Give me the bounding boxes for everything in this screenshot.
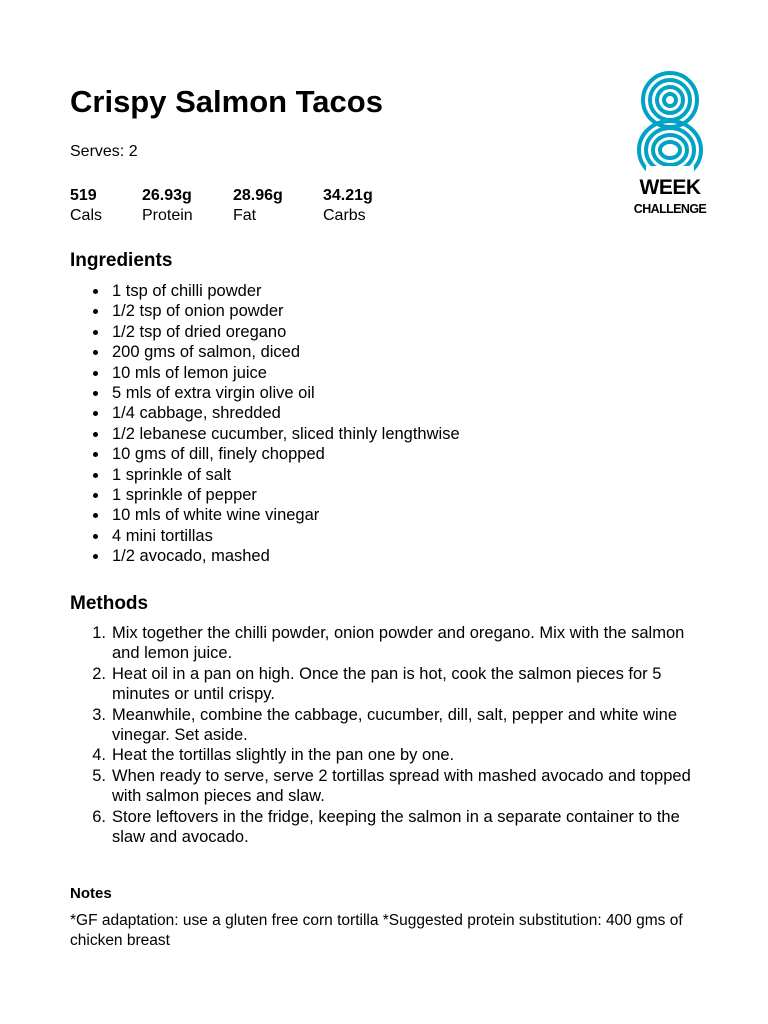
ingredient-item: 10 gms of dill, finely chopped [112,444,460,464]
macro-value: 26.93g [142,187,192,204]
notes-text: *GF adaptation: use a gluten free corn tortilla *Suggested protein substitution: 400 gms of chicken breast [70,912,683,949]
logo-week-text: WEEK [639,176,701,199]
notes-heading: Notes [70,885,112,902]
ingredient-item: 1/2 tsp of dried oregano [112,322,460,342]
macro-label: Protein [142,207,193,224]
macro-value: 519 [70,187,97,204]
macro-cals [70,186,142,226]
method-step [92,745,712,765]
macro-carbs [323,186,403,226]
ingredient-item: 10 mls of white wine vinegar [112,505,460,525]
step-text: When ready to serve, serve 2 tortillas spread with mashed avocado and topped with salmon pieces and slaw. [112,766,691,806]
step-number: 2. [92,664,106,683]
ingredients-heading: Ingredients [70,250,173,271]
method-step [92,664,712,705]
macro-fat [233,186,323,226]
logo-challenge-text: CHALLENGE [633,202,707,216]
ingredient-item: 1/2 tsp of onion powder [112,301,460,321]
ingredient-item: 1 sprinkle of pepper [112,485,460,505]
macro-value: 28.96g [233,187,283,204]
step-text: Mix together the chilli powder, onion powder and oregano. Mix with the salmon and lemon juice. [112,624,685,663]
method-step [92,623,712,664]
method-step [92,766,712,807]
macro-label: Cals [70,207,103,224]
step-text: Heat the tortillas slightly in the pan one by one. [112,746,455,765]
ingredient-item: 1/4 cabbage, shredded [112,403,460,423]
step-number: 5. [92,766,106,785]
step-text: Meanwhile, combine the cabbage, cucumber, dill, salt, pepper and white wine vinegar. Set aside. [112,705,677,745]
ingredient-item: 1/2 avocado, mashed [112,546,460,566]
serves-text: Serves: 2 [70,143,138,160]
macro-protein [142,186,233,226]
recipe-title: Crispy Salmon Tacos [70,84,383,119]
step-number: 6. [92,807,106,826]
ingredient-item: 1 tsp of chilli powder [112,281,460,301]
ingredient-item: 1/2 lebanese cucumber, sliced thinly lengthwise [112,424,460,443]
ingredient-item: 1 sprinkle of salt [112,465,460,485]
macro-label: Fat [233,207,257,224]
macros-row [70,186,403,226]
figure-eight-logo-icon [626,70,714,182]
ingredient-item: 5 mls of extra virgin olive oil [112,383,460,403]
methods-list [70,623,712,847]
ingredient-item: 10 mls of lemon juice [112,363,460,383]
method-step [92,807,712,848]
macro-value: 34.21g [323,187,373,204]
brand-logo [626,70,714,220]
step-number: 4. [92,746,106,765]
ingredient-item: 200 gms of salmon, diced [112,342,460,362]
method-step [92,705,712,746]
step-number: 3. [92,705,106,724]
ingredient-item: 4 mini tortillas [112,526,460,546]
step-text: Heat oil in a pan on high. Once the pan is hot, cook the salmon pieces for 5 minutes or until crispy. [112,664,662,704]
step-text: Store leftovers in the fridge, keeping the salmon in a separate container to the slaw and avocado. [112,807,680,847]
methods-heading: Methods [70,593,149,614]
ingredients-list [70,281,460,567]
macro-label: Carbs [323,207,366,224]
step-number: 1. [92,624,106,642]
